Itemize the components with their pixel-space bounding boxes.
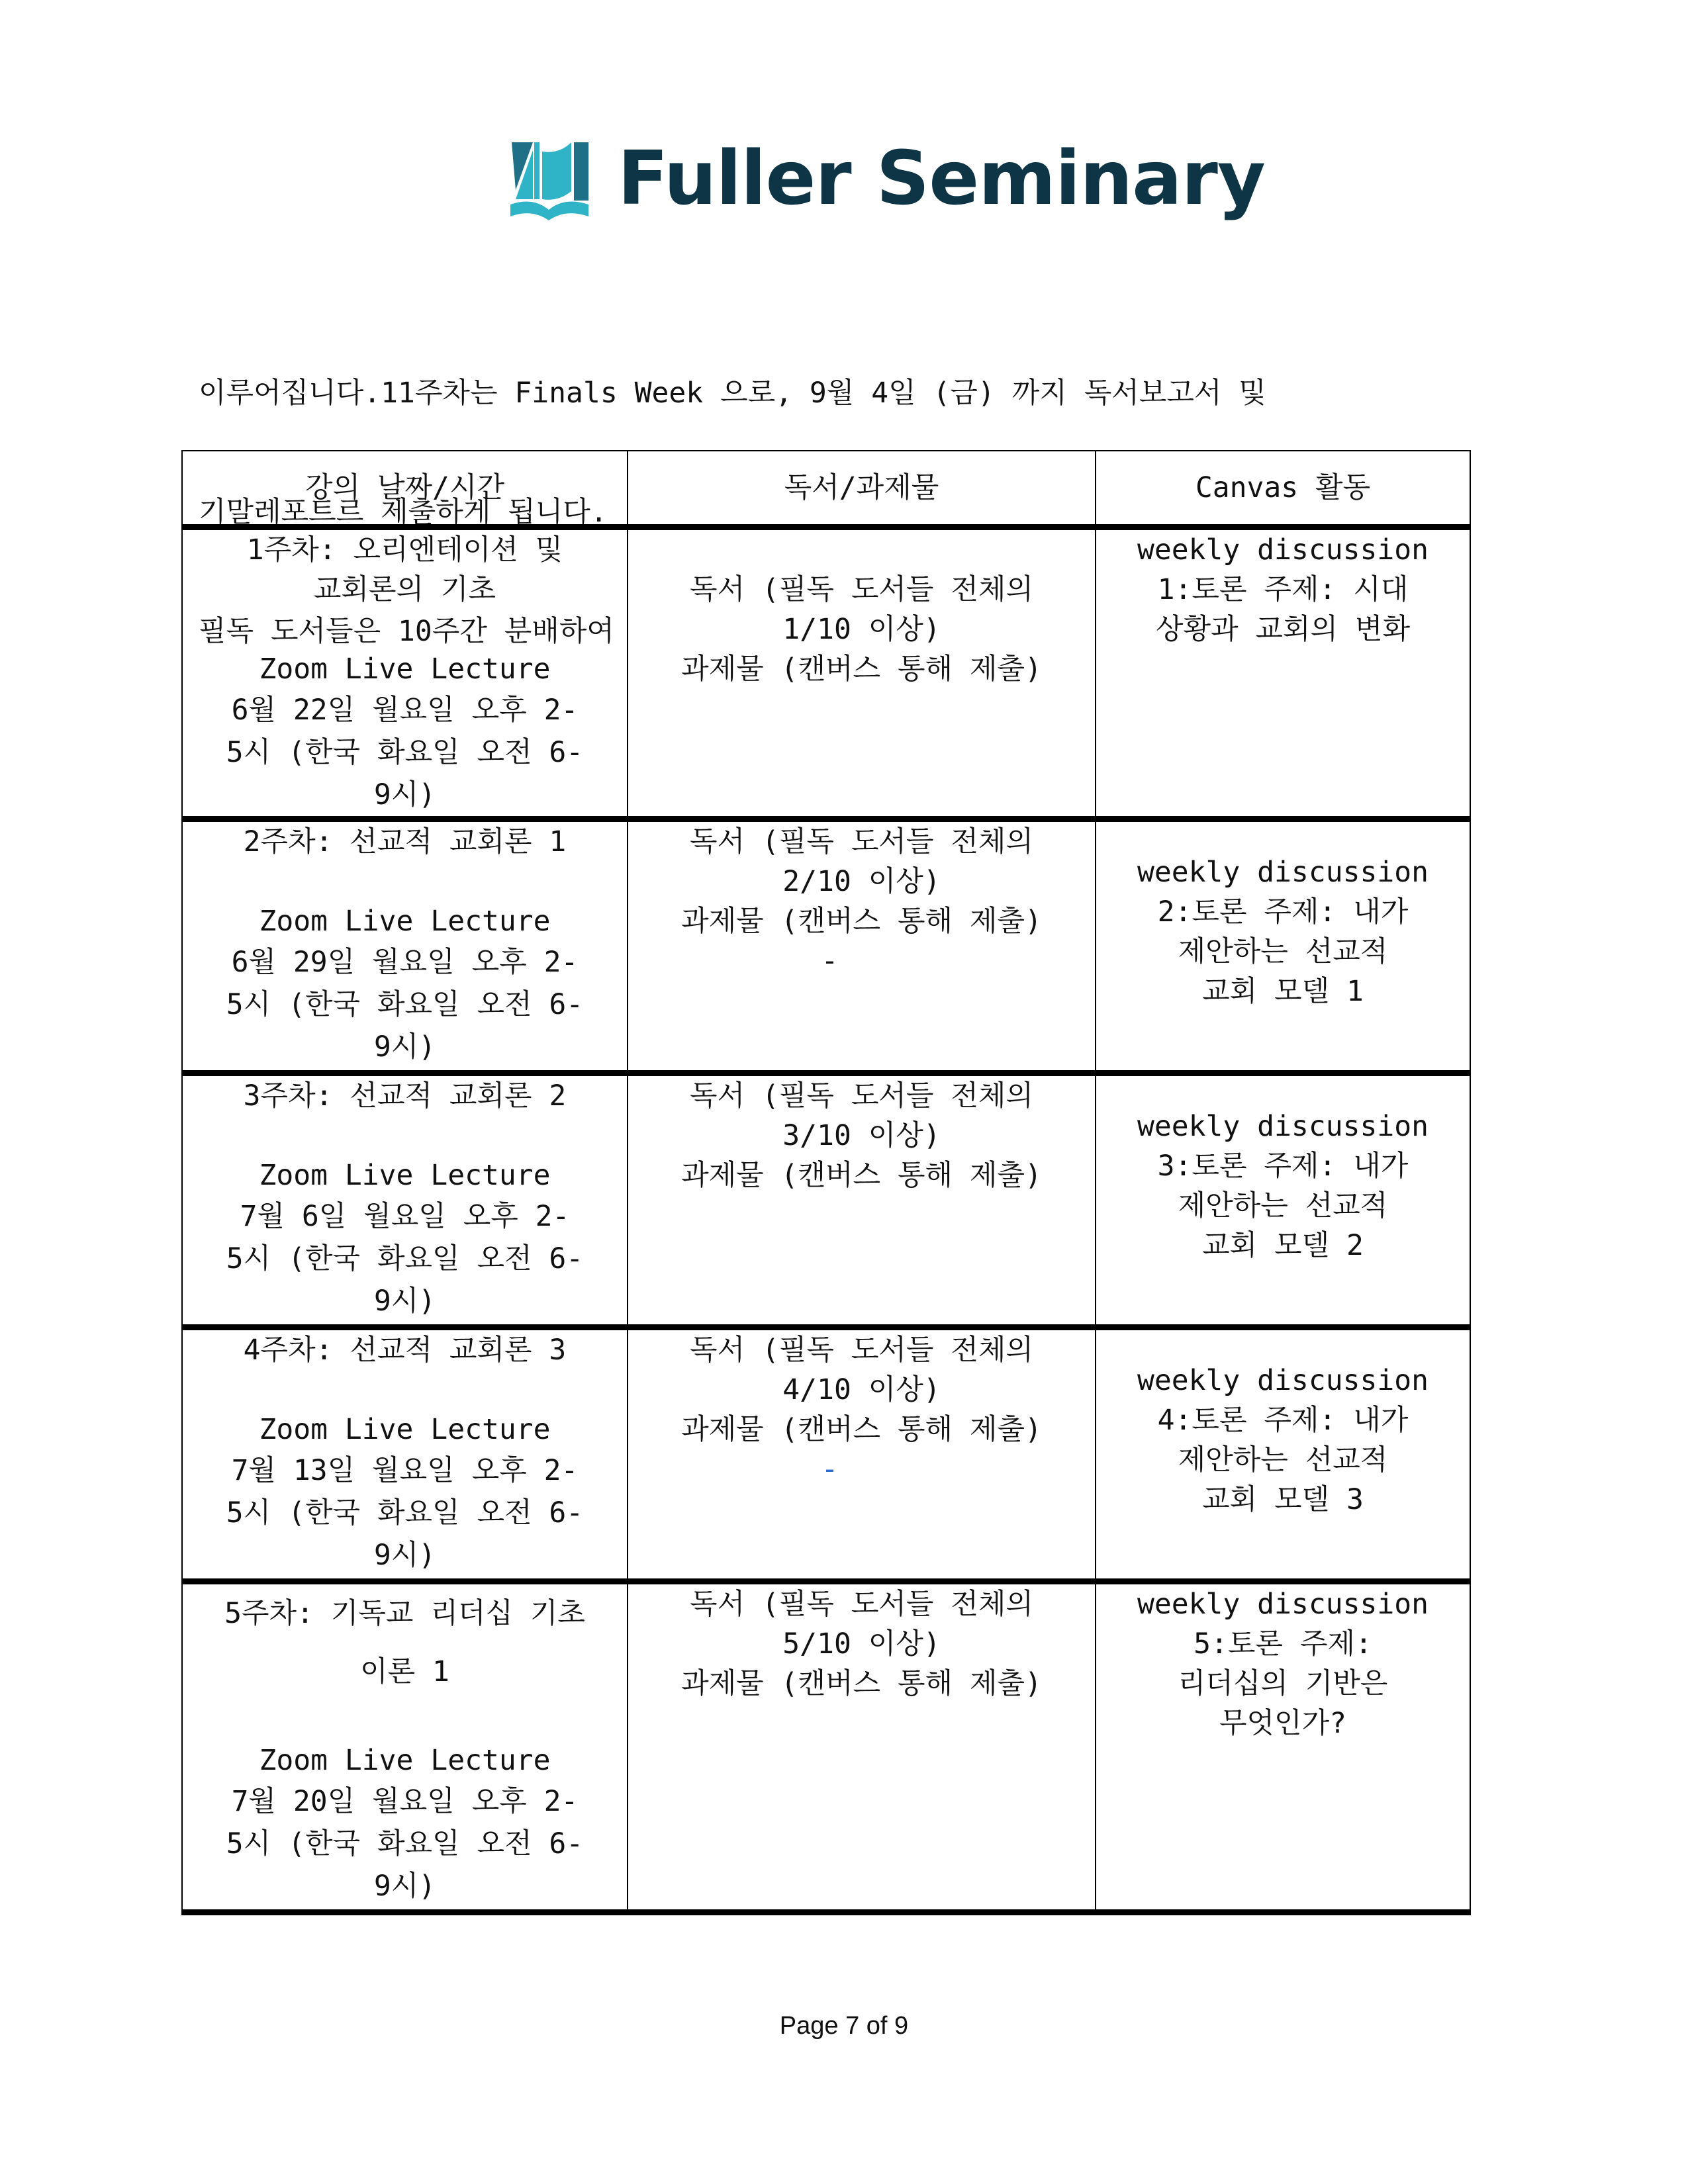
lecture-format: Zoom Live Lecture <box>259 1159 551 1192</box>
reading-cell <box>628 1582 1096 1913</box>
table-row <box>182 1073 1470 1328</box>
week-topic: 1주차: 오리엔테이션 및 교회론의 기초 <box>246 533 563 606</box>
canvas-cell <box>1096 527 1470 819</box>
intro-line: 필독 도서들은 10주간 분배하여 <box>199 615 614 648</box>
reading-assignment: 독서 (필독 도서들 전체의 5/10 이상) 과제물 (캔버스 통해 제출) <box>681 1588 1042 1700</box>
lecture-format: Zoom Live Lecture <box>259 653 551 686</box>
week-topic: 2주차: 선교적 교회론 1 <box>243 825 567 858</box>
reading-assignment: 독서 (필독 도서들 전체의 2/10 이상) 과제물 (캔버스 통해 제출) <box>681 825 1042 938</box>
column-header-canvas: Canvas 활동 <box>1096 451 1470 527</box>
canvas-cell <box>1096 1073 1470 1328</box>
schedule-table <box>181 450 1471 1915</box>
lecture-time: 7월 13일 월요일 오후 2- 5시 (한국 화요일 오전 6- 9시) <box>226 1454 584 1572</box>
lecture-cell <box>182 527 628 819</box>
reading-assignment: 독서 (필독 도서들 전체의 3/10 이상) 과제물 (캔버스 통해 제출) <box>681 1079 1042 1192</box>
lecture-cell <box>182 1328 628 1582</box>
reading-cell <box>628 1073 1096 1328</box>
week-topic: 5주차: 기독교 리더십 기초 이론 1 <box>224 1597 585 1688</box>
weekly-discussion: weekly discussion 2:토론 주제: 내가 제안하는 선교적 교회 모델 1 <box>1137 856 1429 1008</box>
table-row <box>182 1582 1470 1913</box>
table-row <box>182 527 1470 819</box>
lecture-time: 6월 29일 월요일 오후 2- 5시 (한국 화요일 오전 6- 9시) <box>226 946 584 1064</box>
week-topic: 4주차: 선교적 교회론 3 <box>243 1334 567 1367</box>
lecture-time: 7월 20일 월요일 오후 2- 5시 (한국 화요일 오전 6- 9시) <box>226 1785 584 1903</box>
weekly-discussion: weekly discussion 4:토론 주제: 내가 제안하는 선교적 교회 모델 3 <box>1137 1364 1429 1516</box>
canvas-cell <box>1096 1328 1470 1582</box>
reading-assignment: 독서 (필독 도서들 전체의 4/10 이상) 과제물 (캔버스 통해 제출) <box>681 1334 1042 1446</box>
intro-line: 기말레포트르 제출하게 됩니다. <box>199 496 608 529</box>
weekly-discussion: weekly discussion 1:토론 주제: 시대 상황과 교회의 변화 <box>1137 533 1429 646</box>
column-header-reading: 독서/과제물 <box>628 451 1096 527</box>
reading-dash: - <box>821 1453 839 1486</box>
weekly-discussion: weekly discussion 5:토론 주제: 리더십의 기반은 무엇인가? <box>1137 1588 1429 1740</box>
lecture-cell <box>182 1582 628 1913</box>
fuller-logo <box>506 132 1265 225</box>
lecture-time: 7월 6일 월요일 오후 2- 5시 (한국 화요일 오전 6- 9시) <box>226 1200 584 1318</box>
reading-cell <box>628 819 1096 1073</box>
intro-line: 이루어집니다.11주차는 Finals Week 으로, 9월 4일 (금) 까지 독서보고서 및 <box>199 377 1266 410</box>
reading-cell <box>628 527 1096 819</box>
book-logo-icon <box>506 136 592 222</box>
logo-wordmark: Fuller Seminary <box>618 136 1265 222</box>
weekly-discussion: weekly discussion 3:토론 주제: 내가 제안하는 선교적 교회 모델 2 <box>1137 1110 1429 1262</box>
canvas-cell <box>1096 819 1470 1073</box>
lecture-format: Zoom Live Lecture <box>259 1413 551 1446</box>
column-header-date: 강의 날짜/시간 <box>182 451 628 527</box>
lecture-cell <box>182 819 628 1073</box>
table-header-row <box>182 451 1470 527</box>
reading-dash: - <box>821 944 839 978</box>
lecture-cell <box>182 1073 628 1328</box>
table-row <box>182 1328 1470 1582</box>
lecture-time: 6월 22일 월요일 오후 2- 5시 (한국 화요일 오전 6- 9시) <box>226 694 584 811</box>
week-topic: 3주차: 선교적 교회론 2 <box>243 1079 567 1113</box>
reading-assignment: 독서 (필독 도서들 전체의 1/10 이상) 과제물 (캔버스 통해 제출) <box>681 573 1042 686</box>
lecture-format: Zoom Live Lecture <box>259 905 551 938</box>
canvas-cell <box>1096 1582 1470 1913</box>
reading-cell <box>628 1328 1096 1582</box>
page-number: Page 7 of 9 <box>779 2012 909 2040</box>
table-row <box>182 819 1470 1073</box>
lecture-format: Zoom Live Lecture <box>259 1744 551 1777</box>
